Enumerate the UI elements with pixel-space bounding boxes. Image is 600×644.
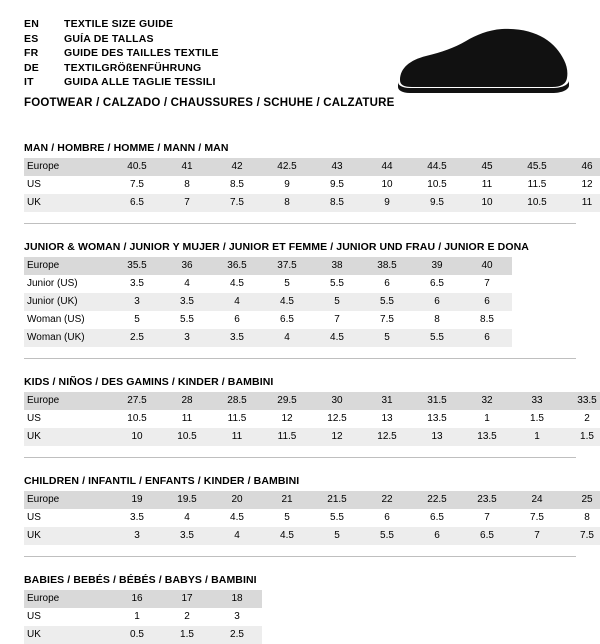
language-code: FR (24, 47, 39, 59)
size-cell: 6 (462, 293, 512, 311)
size-cell: 8.5 (312, 194, 362, 212)
size-cell: 5 (362, 329, 412, 347)
size-cell: 6 (412, 293, 462, 311)
size-cell: 5.5 (330, 278, 344, 289)
size-cell: 4.5 (230, 512, 244, 523)
size-cell: 4 (262, 329, 312, 347)
size-cell: 28.5 (212, 392, 262, 410)
size-cell: 10 (112, 428, 162, 446)
size-cell: 6 (384, 278, 390, 289)
table-row (24, 293, 512, 311)
size-cell: 10.5 (162, 428, 212, 446)
size-cell: 13 (412, 428, 462, 446)
size-table (24, 491, 600, 545)
size-cell: 4 (212, 293, 262, 311)
size-cell: 6 (412, 527, 462, 545)
size-cell: 3.5 (212, 329, 262, 347)
size-cell: 4.5 (312, 329, 362, 347)
size-cell: 6 (234, 314, 240, 325)
section-title: BABIES / BEBÉS / BÉBÉS / BABYS / BAMBINI (24, 574, 257, 586)
table-row (24, 158, 600, 176)
size-cell: 4.5 (262, 527, 312, 545)
size-cell: 11 (562, 194, 600, 212)
size-cell: 7.5 (130, 179, 144, 190)
row-label: UK (24, 194, 112, 212)
row-label: US (27, 512, 41, 523)
size-cell: 43 (312, 158, 362, 176)
size-cell: 41 (162, 158, 212, 176)
size-table (24, 392, 600, 446)
size-cell: 39 (412, 257, 462, 275)
size-cell: 5 (312, 293, 362, 311)
size-cell: 6 (462, 329, 512, 347)
row-label: UK (24, 428, 112, 446)
section-title: KIDS / NIÑOS / DES GAMINS / KINDER / BAMBINI (24, 376, 274, 388)
table-row (24, 275, 512, 293)
size-cell: 11.5 (262, 428, 312, 446)
size-cell: 7.5 (562, 527, 600, 545)
size-cell: 4.5 (230, 278, 244, 289)
table-row (24, 176, 600, 194)
row-label: Europe (24, 257, 112, 275)
table-row (24, 590, 262, 608)
size-cell: 36 (162, 257, 212, 275)
size-cell: 23.5 (462, 491, 512, 509)
size-section (24, 376, 597, 458)
section-title: MAN / HOMBRE / HOMME / MANN / MAN (24, 142, 229, 154)
size-cell: 6 (384, 512, 390, 523)
size-cell: 8 (184, 179, 190, 190)
size-cell: 9 (362, 194, 412, 212)
section-divider (24, 223, 576, 224)
section-title: CHILDREN / INFANTIL / ENFANTS / KINDER / BAMBINI (24, 475, 300, 487)
size-cell: 7.5 (212, 194, 262, 212)
size-cell: 6.5 (430, 278, 444, 289)
size-cell: 42 (212, 158, 262, 176)
row-label: UK (24, 626, 112, 644)
size-cell: 12 (312, 428, 362, 446)
row-label: Junior (UK) (24, 293, 112, 311)
sections-host (24, 142, 597, 644)
size-cell: 12 (281, 413, 293, 424)
size-cell: 2 (584, 413, 590, 424)
size-cell: 19 (112, 491, 162, 509)
table-row (24, 491, 600, 509)
size-cell: 30 (312, 392, 362, 410)
size-cell: 7.5 (380, 314, 394, 325)
section-divider (24, 358, 576, 359)
size-cell: 45 (462, 158, 512, 176)
row-label: US (27, 179, 41, 190)
table-row (24, 509, 600, 527)
size-table (24, 158, 600, 212)
size-cell: 45.5 (512, 158, 562, 176)
table-row (24, 329, 512, 347)
language-row (24, 47, 219, 62)
size-cell: 1.5 (562, 428, 600, 446)
language-code: ES (24, 32, 39, 45)
row-label: Europe (24, 392, 112, 410)
size-cell: 46 (562, 158, 600, 176)
size-cell: 11.5 (527, 179, 547, 190)
size-cell: 31 (362, 392, 412, 410)
category-line: FOOTWEAR / CALZADO / CHAUSSURES / SCHUHE / CALZATURE (24, 96, 395, 109)
size-cell: 3 (162, 329, 212, 347)
language-title: TEXTILE SIZE GUIDE (64, 18, 174, 30)
language-row (24, 62, 219, 77)
row-label: Junior (US) (27, 278, 78, 289)
size-cell: 32 (462, 392, 512, 410)
size-cell: 6.5 (280, 314, 294, 325)
size-cell: 3.5 (162, 293, 212, 311)
section-divider (24, 556, 576, 557)
size-cell: 13.5 (427, 413, 447, 424)
size-cell: 10.5 (512, 194, 562, 212)
size-cell: 29.5 (262, 392, 312, 410)
size-cell: 33.5 (562, 392, 600, 410)
size-cell: 19.5 (162, 491, 212, 509)
size-cell: 11 (481, 179, 493, 190)
size-cell: 36.5 (212, 257, 262, 275)
size-cell: 3.5 (130, 512, 144, 523)
size-cell: 7.5 (530, 512, 544, 523)
size-cell: 7 (162, 194, 212, 212)
size-cell: 3.5 (130, 278, 144, 289)
size-cell: 8 (584, 512, 590, 523)
table-row (24, 428, 600, 446)
size-cell: 3 (112, 527, 162, 545)
row-label: Europe (24, 590, 112, 608)
size-cell: 5 (284, 278, 290, 289)
size-cell: 8.5 (230, 179, 244, 190)
table-row (24, 194, 600, 212)
size-cell: 1 (484, 413, 490, 424)
size-cell: 38.5 (362, 257, 412, 275)
table-row (24, 626, 262, 644)
size-cell: 10 (462, 194, 512, 212)
language-code: EN (24, 18, 39, 30)
size-cell: 1.5 (162, 626, 212, 644)
size-cell: 7 (484, 512, 490, 523)
size-cell: 3 (234, 611, 240, 622)
size-cell: 37.5 (262, 257, 312, 275)
row-label: Europe (24, 491, 112, 509)
size-cell: 5.5 (330, 512, 344, 523)
row-label: US (27, 413, 41, 424)
size-cell: 21.5 (312, 491, 362, 509)
size-cell: 3.5 (162, 527, 212, 545)
size-cell: 25 (562, 491, 600, 509)
size-cell: 13 (381, 413, 393, 424)
size-cell: 24 (512, 491, 562, 509)
size-section (24, 241, 576, 359)
language-row (24, 33, 219, 48)
language-title: GUIDA ALLE TAGLIE TESSILI (64, 76, 216, 88)
language-row (24, 18, 219, 33)
language-title-list (24, 18, 219, 91)
size-section (24, 142, 593, 224)
size-cell: 27.5 (112, 392, 162, 410)
size-cell: 8.5 (480, 314, 494, 325)
size-cell: 0.5 (112, 626, 162, 644)
size-cell: 22 (362, 491, 412, 509)
row-label: UK (24, 527, 112, 545)
size-cell: 4 (184, 278, 190, 289)
size-cell: 5.5 (180, 314, 194, 325)
size-cell: 13.5 (462, 428, 512, 446)
language-row (24, 76, 219, 91)
size-cell: 7 (512, 527, 562, 545)
size-section (24, 475, 594, 557)
size-cell: 2.5 (112, 329, 162, 347)
size-cell: 40.5 (112, 158, 162, 176)
size-cell: 10 (381, 179, 393, 190)
table-row (24, 527, 600, 545)
size-cell: 12.5 (362, 428, 412, 446)
size-cell: 2.5 (212, 626, 262, 644)
table-row (24, 410, 600, 428)
size-cell: 31.5 (412, 392, 462, 410)
size-cell: 35.5 (112, 257, 162, 275)
size-cell: 5 (284, 512, 290, 523)
size-cell: 4 (184, 512, 190, 523)
size-cell: 9.5 (412, 194, 462, 212)
size-cell: 6.5 (112, 194, 162, 212)
size-cell: 44 (362, 158, 412, 176)
size-cell: 44.5 (412, 158, 462, 176)
size-table (24, 590, 262, 644)
size-cell: 28 (162, 392, 212, 410)
section-title: JUNIOR & WOMAN / JUNIOR Y MUJER / JUNIOR ET FEMME / JUNIOR UND FRAU / JUNIOR E DONA (24, 241, 529, 253)
table-row (24, 392, 600, 410)
table-row (24, 257, 512, 275)
size-cell: 11 (212, 428, 262, 446)
row-label: Woman (UK) (24, 329, 112, 347)
size-cell: 6.5 (462, 527, 512, 545)
size-cell: 42.5 (262, 158, 312, 176)
size-cell: 12.5 (327, 413, 347, 424)
size-cell: 6.5 (430, 512, 444, 523)
size-cell: 4.5 (262, 293, 312, 311)
size-cell: 5.5 (412, 329, 462, 347)
size-cell: 5.5 (362, 527, 412, 545)
size-cell: 9 (284, 179, 290, 190)
size-cell: 3 (112, 293, 162, 311)
size-cell: 8 (434, 314, 440, 325)
size-cell: 7 (484, 278, 490, 289)
size-cell: 20 (212, 491, 262, 509)
size-cell: 10.5 (427, 179, 447, 190)
size-cell: 1 (512, 428, 562, 446)
row-label: US (27, 611, 41, 622)
language-code: IT (24, 76, 34, 88)
size-cell: 5.5 (362, 293, 412, 311)
language-code: DE (24, 61, 39, 74)
size-cell: 2 (184, 611, 190, 622)
size-cell: 16 (112, 590, 162, 608)
dress-shoe-icon (392, 24, 572, 98)
size-cell: 10.5 (127, 413, 147, 424)
row-label: Woman (US) (27, 314, 85, 325)
language-title: GUÍA DE TALLAS (64, 32, 154, 45)
size-cell: 5 (134, 314, 140, 325)
size-section (24, 574, 576, 644)
size-cell: 38 (312, 257, 362, 275)
size-cell: 12 (581, 179, 593, 190)
size-cell: 4 (212, 527, 262, 545)
size-cell: 11 (181, 413, 193, 424)
table-row (24, 311, 512, 329)
size-cell: 22.5 (412, 491, 462, 509)
size-cell: 21 (262, 491, 312, 509)
section-divider (24, 457, 576, 458)
size-cell: 40 (462, 257, 512, 275)
table-row (24, 608, 262, 626)
row-label: Europe (24, 158, 112, 176)
size-cell: 17 (162, 590, 212, 608)
language-title: GUIDE DES TAILLES TEXTILE (64, 47, 219, 59)
size-table (24, 257, 512, 347)
size-cell: 1.5 (530, 413, 544, 424)
size-cell: 9.5 (330, 179, 344, 190)
size-cell: 33 (512, 392, 562, 410)
size-cell: 11.5 (227, 413, 247, 424)
document-header (24, 18, 576, 109)
language-title: TEXTILGRÖßENFÜHRUNG (64, 61, 202, 74)
size-cell: 1 (134, 611, 140, 622)
size-cell: 5 (312, 527, 362, 545)
size-cell: 18 (212, 590, 262, 608)
size-cell: 8 (262, 194, 312, 212)
size-cell: 7 (334, 314, 340, 325)
